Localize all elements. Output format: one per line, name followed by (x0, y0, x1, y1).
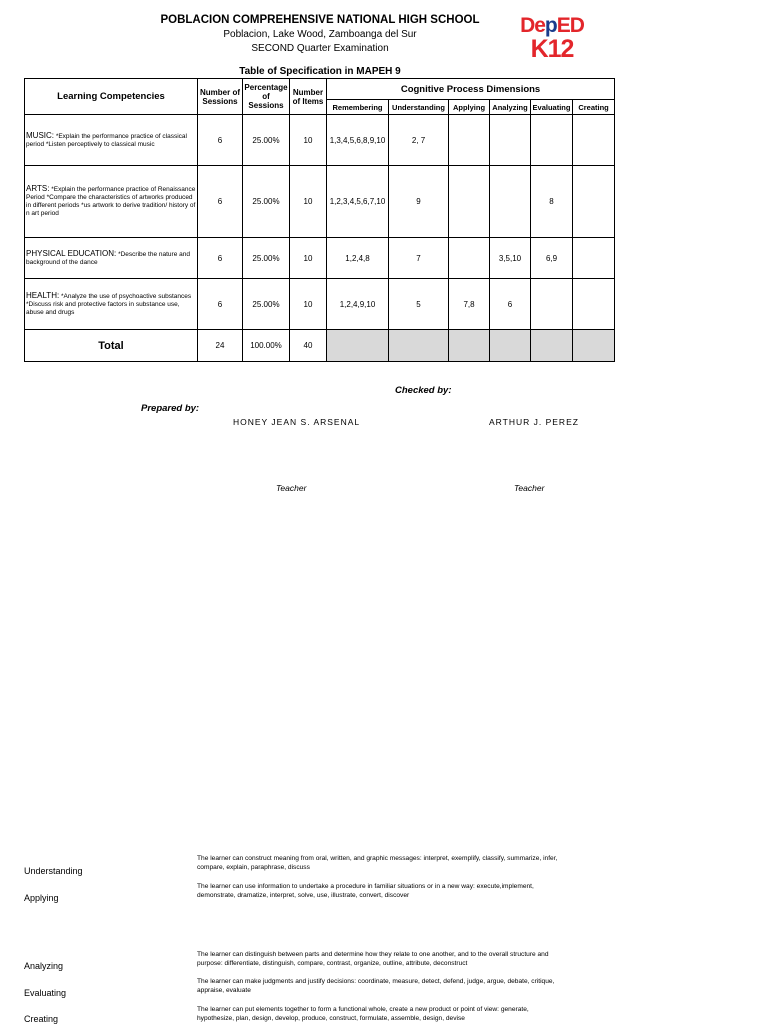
applying-cell (449, 238, 490, 279)
sessions-cell: 6 (198, 279, 243, 330)
applying-cell (449, 166, 490, 238)
header-understanding: Understanding (389, 100, 449, 115)
total-label: Total (25, 330, 198, 362)
understanding-cell: 2, 7 (389, 115, 449, 166)
competency-text: *Describe the nature and background of the dance (26, 250, 190, 266)
percentage-cell: 25.00% (243, 238, 290, 279)
header-percentage: Percentage of Sessions (243, 79, 290, 115)
sessions-cell: 6 (198, 166, 243, 238)
understanding-cell: 9 (389, 166, 449, 238)
percentage-cell: 25.00% (243, 166, 290, 238)
school-name: POBLACION COMPREHENSIVE NATIONAL HIGH SCHOOL (160, 14, 480, 26)
level-desc-applying: The learner can use information to undertake a procedure in familiar situations or in a new way: execute,implement, demonstrate, dramatize, interpret, solve, use, illustrate, convert, discover (197, 883, 534, 899)
understanding-cell: 5 (389, 279, 449, 330)
checked-by-label: Checked by: (395, 385, 452, 396)
header-sessions: Number of Sessions (198, 79, 243, 115)
prepared-by-label: Prepared by: (141, 403, 200, 414)
level-name-evaluating: Evaluating (24, 988, 67, 998)
header-analyzing: Analyzing (490, 100, 531, 115)
remembering-cell: 1,2,4,8 (327, 238, 389, 279)
checker-role: Teacher (514, 483, 545, 493)
total-items: 40 (290, 330, 327, 362)
items-cell: 10 (290, 166, 327, 238)
competency-cell (25, 115, 198, 166)
applying-cell (449, 115, 490, 166)
header-learning-competencies: Learning Competencies (25, 79, 198, 115)
level-name-analyzing: Analyzing (24, 961, 64, 971)
subject-label: MUSIC: (26, 130, 54, 140)
shaded-cell (389, 330, 449, 362)
competency-cell (25, 238, 198, 279)
total-percentage: 100.00% (243, 330, 290, 362)
table-row (25, 115, 615, 166)
competency-cell (25, 166, 198, 238)
applying-cell: 7,8 (449, 279, 490, 330)
remembering-cell: 1,2,4,9,10 (327, 279, 389, 330)
subject-label: ARTS: (26, 184, 50, 193)
competency-text: *Explain the performance practice of Renaissance Period *Compare the characteristics of artworks produced in different periods *us artwork to derive tradition/ history of n art period (26, 186, 196, 217)
exam-name: SECOND Quarter Examination (251, 43, 389, 54)
school-address: Poblacion, Lake Wood, Zamboanga del Sur (223, 29, 417, 40)
checker-name: ARTHUR J. PEREZ (489, 417, 579, 427)
header-remembering: Remembering (327, 100, 389, 115)
items-cell: 10 (290, 238, 327, 279)
evaluating-cell (531, 115, 573, 166)
sessions-cell: 6 (198, 238, 243, 279)
specification-table (24, 78, 615, 362)
evaluating-cell: 8 (531, 166, 573, 238)
items-cell: 10 (290, 279, 327, 330)
creating-cell (573, 166, 615, 238)
remembering-cell: 1,2,3,4,5,6,7,10 (327, 166, 389, 238)
table-row (25, 238, 615, 279)
subject-label: PHYSICAL EDUCATION: (26, 248, 117, 258)
remembering-cell: 1,3,4,5,6,8,9,10 (327, 115, 389, 166)
header-evaluating: Evaluating (531, 100, 573, 115)
shaded-cell (573, 330, 615, 362)
analyzing-cell (490, 115, 531, 166)
percentage-cell: 25.00% (243, 115, 290, 166)
table-title: Table of Specification in MAPEH 9 (239, 66, 401, 77)
level-desc-evaluating: The learner can make judgments and justify decisions: coordinate, measure, detect, defend, judge, argue, debate, critique, appraise, evaluate (197, 978, 555, 994)
total-row (25, 330, 615, 362)
preparer-name: HONEY JEAN S. ARSENAL (233, 417, 361, 427)
evaluating-cell (531, 279, 573, 330)
shaded-cell (490, 330, 531, 362)
level-name-creating: Creating (24, 1014, 59, 1024)
analyzing-cell (490, 166, 531, 238)
competency-text: *Analyze the use of psychoactive substances *Discuss risk and protective factors in substance use, abuse and drugs (26, 292, 192, 316)
level-name-applying: Applying (24, 893, 59, 903)
subject-label: HEALTH: (26, 290, 60, 300)
shaded-cell (449, 330, 490, 362)
deped-k12-logo: DepED K12 (520, 14, 584, 63)
level-name-understanding: Understanding (24, 866, 83, 876)
understanding-cell: 7 (389, 238, 449, 279)
analyzing-cell: 3,5,10 (490, 238, 531, 279)
table-row (25, 279, 615, 330)
header-applying: Applying (449, 100, 490, 115)
items-cell: 10 (290, 115, 327, 166)
percentage-cell: 25.00% (243, 279, 290, 330)
total-sessions: 24 (198, 330, 243, 362)
header-cognitive: Cognitive Process Dimensions (327, 79, 615, 100)
header-items: Number of Items (290, 79, 327, 115)
level-desc-creating: The learner can put elements together to form a functional whole, create a new product or point of view: generate, hypothesize, plan, design, develop, produce, construct, formulate, assemble, design, devise (197, 1006, 529, 1022)
preparer-role: Teacher (276, 483, 307, 493)
creating-cell (573, 279, 615, 330)
header-creating: Creating (573, 100, 615, 115)
competency-cell (25, 279, 198, 330)
competency-text: *Explain the performance practice of classical period *Listen perceptively to classical music (26, 132, 187, 148)
level-desc-understanding: The learner can construct meaning from oral, written, and graphic messages: interpret, exemplify, classify, summarize, infer, compare, explain, paraphrase, discuss (197, 855, 558, 871)
table-row (25, 166, 615, 238)
shaded-cell (531, 330, 573, 362)
level-desc-analyzing: The learner can distinguish between parts and determine how they relate to one another, and to the overall structure and purpose: differentiate, distinguish, compare, contrast, organize, outline, attribute, deconstruct (197, 951, 549, 967)
sessions-cell: 6 (198, 115, 243, 166)
creating-cell (573, 115, 615, 166)
shaded-cell (327, 330, 389, 362)
creating-cell (573, 238, 615, 279)
analyzing-cell: 6 (490, 279, 531, 330)
evaluating-cell: 6,9 (531, 238, 573, 279)
